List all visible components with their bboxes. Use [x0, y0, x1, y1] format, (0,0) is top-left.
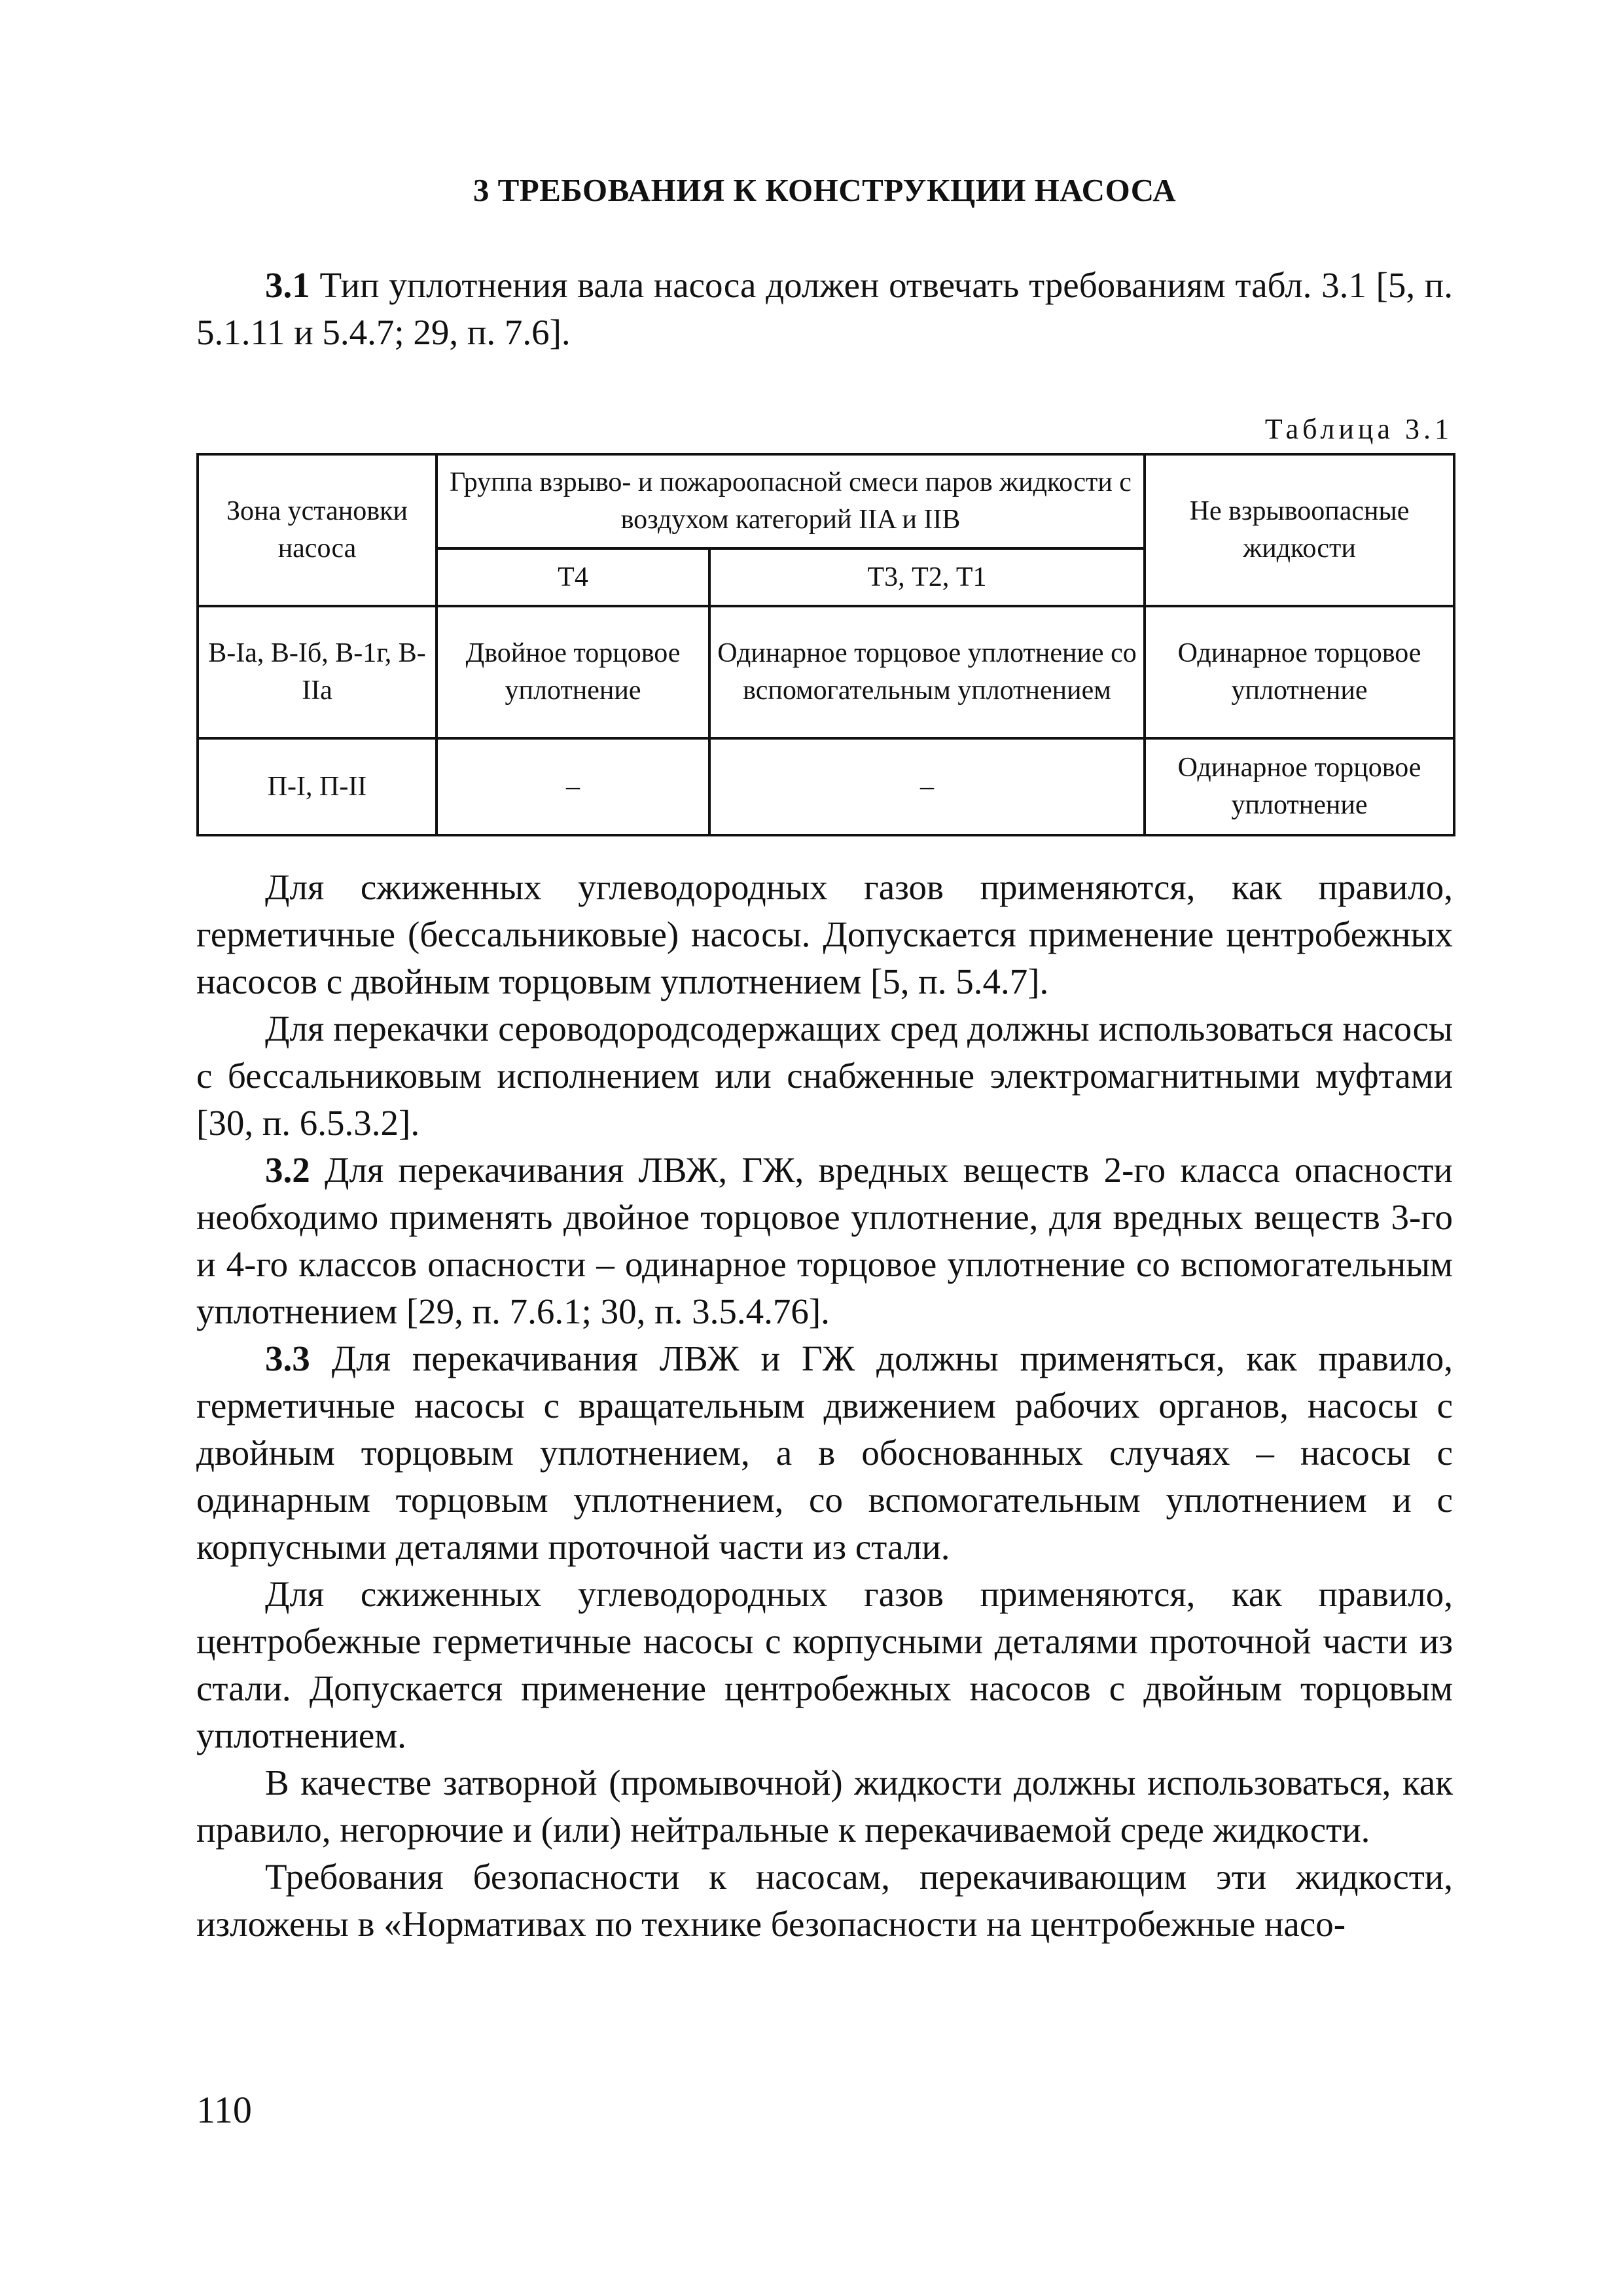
cell-non-explosive: Одинарное торцовое уплотнение	[1145, 738, 1454, 835]
paragraph-lpg-pumps: Для сжиженных углеводородных газов применяются, как правило, герметичные (бессальниковые) насосы. Допускается применение центробежных насосов с двойным торцовым уплотнением [5, п. 5.4.7].	[196, 867, 1453, 1001]
table-row	[198, 606, 1454, 738]
header-zone: Зона установки насоса	[198, 454, 437, 606]
header-non-explosive: Не взрывоопасные жидкости	[1145, 454, 1454, 606]
header-t3-t2-t1: Т3, Т2, Т1	[709, 548, 1145, 606]
cell-t3-t2-t1: Одинарное торцовое уплотнение со вспомогательным уплотнением	[709, 606, 1145, 738]
seal-type-table	[196, 453, 1453, 820]
document-page	[196, 0, 1453, 2296]
clause-text: Для перекачивания ЛВЖ и ГЖ должны применяться, как правило, герметичные насосы с вращательным движением рабочих органов, насосы с двойным торцовым уплотнением, а в обоснованных случаях – насосы с одинарным торцовым уплотнением, со вспомогательным уплотнением и с корпусными деталями проточной части из стали.	[196, 1338, 1453, 1567]
cell-zone: В-Iа, В-Iб, В-1г, В-IIа	[198, 606, 437, 738]
clause-text: Тип уплотнения вала насоса должен отвечать требованиям табл. 3.1 [5, п. 5.1.11 и 5.4.7; 29, п. 7.6].	[196, 265, 1453, 352]
page-number: 110	[196, 2089, 252, 2131]
cell-t4: –	[437, 738, 709, 835]
cell-t4: Двойное торцовое уплотнение	[437, 606, 709, 738]
paragraph-3-1	[196, 262, 1453, 356]
cell-zone: П-I, П-II	[198, 738, 437, 835]
paragraph-barrier-liquid: В качестве затворной (промывочной) жидкости должны использоваться, как правило, негорючие и (или) нейтральные к перекачиваемой среде жидкости.	[196, 1763, 1453, 1850]
paragraph-lpg-centrifugal: Для сжиженных углеводородных газов применяются, как правило, центробежные герметичные насосы с корпусными деталями проточной части из стали. Допускается применение центробежных насосов с двойным торцовым уплотнением.	[196, 1574, 1453, 1755]
table-row	[198, 738, 1454, 835]
clause-text: Для перекачивания ЛВЖ, ГЖ, вредных веществ 2-го класса опасности необходимо применять двойное торцовое уплотнение, для вредных веществ 3-го и 4-го классов опасности – одинарное торцовое уплотнение со вспомогательным уплотнением [29, п. 7.6.1; 30, п. 3.5.4.76].	[196, 1150, 1453, 1331]
header-mixture-group: Группа взрыво- и пожароопасной смеси паров жидкости с воздухом категорий IIA и IIB	[437, 454, 1145, 548]
paragraph-h2s-media: Для перекачки сероводородсодержащих сред должны использоваться насосы с бессальниковым исполнением или снабженные электромагнитными муфтами [30, п. 6.5.3.2].	[196, 1009, 1453, 1143]
header-t4: Т4	[437, 548, 709, 606]
section-title: 3 ТРЕБОВАНИЯ К КОНСТРУКЦИИ НАСОСА	[473, 172, 1177, 208]
table-caption: Таблица 3.1	[1264, 413, 1453, 445]
clause-number: 3.1	[265, 265, 310, 305]
clause-number: 3.3	[265, 1338, 310, 1378]
cell-t3-t2-t1: –	[709, 738, 1145, 835]
clause-number: 3.2	[265, 1150, 310, 1190]
paragraph-safety-requirements: Требования безопасности к насосам, перекачивающим эти жидкости, изложены в «Нормативах по технике безопасности на центробежные насо-	[196, 1857, 1453, 1944]
paragraph-3-2	[196, 1147, 1453, 1335]
cell-non-explosive: Одинарное торцовое уплотнение	[1145, 606, 1454, 738]
paragraph-3-3	[196, 1335, 1453, 1571]
